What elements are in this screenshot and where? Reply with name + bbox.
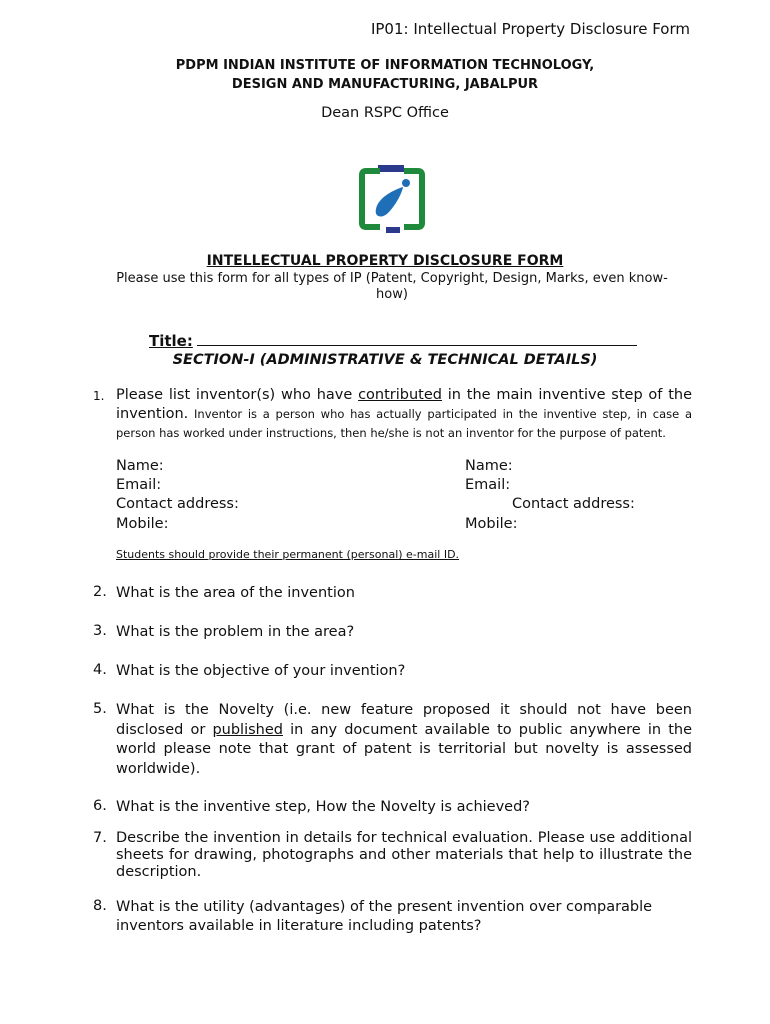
question-5-underlined: published (212, 721, 283, 738)
institute-name (0, 56, 770, 94)
question-4-number: 4. (93, 662, 107, 678)
institute-name-line-1: PDPM INDIAN INSTITUTE OF INFORMATION TECHNOLOGY, (175, 58, 595, 73)
question-1-underlined: contributed (358, 387, 442, 403)
inventor-1-mobile: Mobile: (116, 516, 169, 532)
inventor-2-mobile: Mobile: (465, 516, 518, 532)
inventor-2-name: Name: (465, 458, 513, 474)
question-1-text-a: Please list inventor(s) who have (116, 387, 359, 403)
question-8: What is the utility (advantages) of the present invention over comparable inventors available in literature including patents? (116, 899, 653, 934)
question-1-text-b: in the main inventive step of the invention. (116, 387, 692, 422)
institute-name-line-2: DESIGN AND MANUFACTURING, JABALPUR (231, 77, 539, 92)
question-8-number: 8. (93, 898, 107, 914)
question-5-number: 5. (93, 701, 107, 717)
question-5-text-a: What is the Novelty (i.e. new feature proposed it should not have been disclosed or (116, 702, 692, 738)
question-7: Describe the invention in details for technical evaluation. Please use additional sheets for drawing, photographs and other materials that help to illustrate the description. (116, 830, 692, 880)
question-6-number: 6. (93, 798, 107, 814)
question-3-number: 3. (93, 623, 107, 639)
form-subtitle: Please use this form for all types of IP (Patent, Copyright, Design, Marks, even know-how) (116, 271, 668, 302)
question-1-number: 1. (93, 389, 105, 403)
inventor-1-contact: Contact address: (116, 496, 239, 512)
institute-logo-icon (356, 163, 428, 235)
title-label: Title: (149, 332, 193, 350)
office-name: Dean RSPC Office (321, 105, 449, 121)
question-2-number: 2. (93, 584, 107, 600)
form-code: IP01: Intellectual Property Disclosure Form (370, 20, 690, 38)
question-6: What is the inventive step, How the Novelty is achieved? (116, 799, 530, 815)
question-3: What is the problem in the area? (116, 624, 355, 640)
question-1 (116, 386, 692, 443)
inventor-1-email: Email: (116, 477, 162, 493)
title-blank-line[interactable] (197, 333, 637, 346)
inventor-2-contact: Contact address: (512, 496, 635, 512)
students-email-note: Students should provide their permanent (personal) e-mail ID. (116, 548, 460, 561)
question-2: What is the area of the invention (116, 585, 355, 601)
question-1-note: Inventor is a person who has actually participated in the inventive step, in case a person has worked under instructions, then he/she is not an inventor for the purpose of patent. (116, 407, 692, 440)
inventor-1-name: Name: (116, 458, 164, 474)
question-5 (116, 701, 692, 779)
question-4: What is the objective of your invention? (116, 663, 406, 679)
section-heading: SECTION-I (ADMINISTRATIVE & TECHNICAL DETAILS) (172, 352, 598, 368)
question-7-number: 7. (93, 830, 107, 846)
title-field[interactable] (149, 332, 637, 350)
inventor-2-email: Email: (465, 477, 511, 493)
question-5-text-b: in any document available to public anywhere in the world please note that grant of patent is territorial but novelty is assessed worldwide). (116, 721, 693, 777)
form-heading: INTELLECTUAL PROPERTY DISCLOSURE FORM (206, 253, 564, 269)
